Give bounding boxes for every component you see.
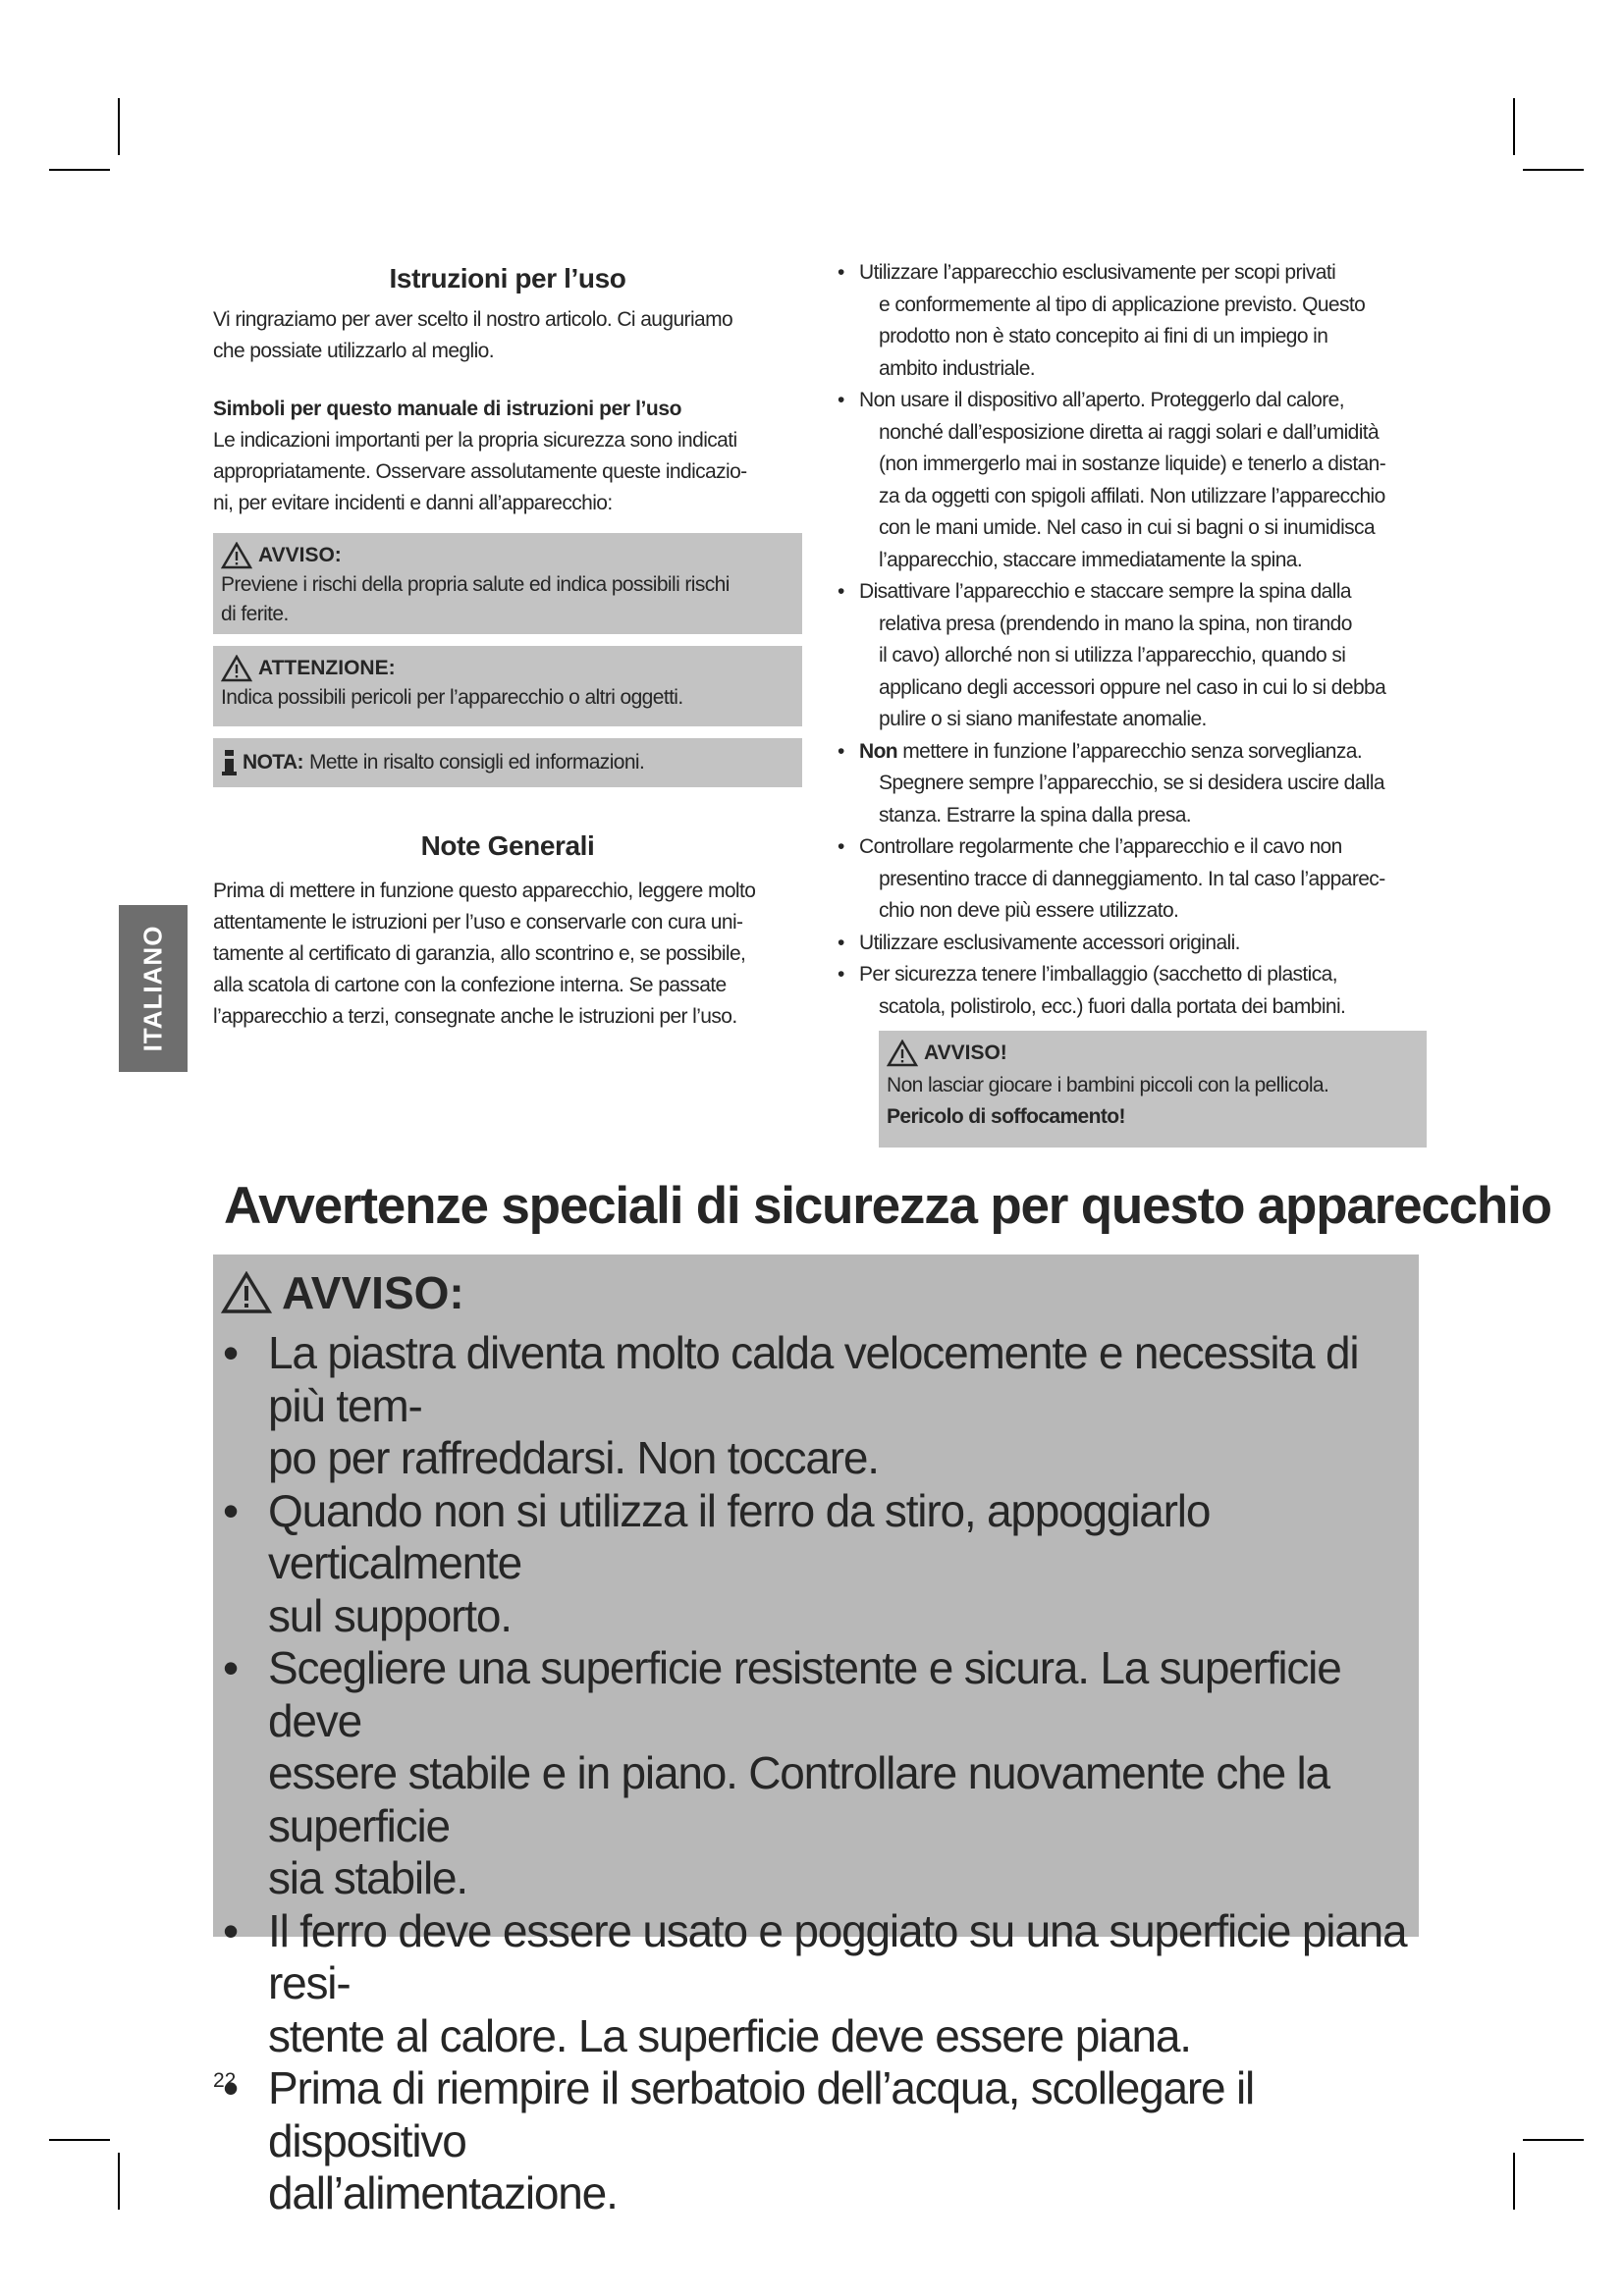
general-notes-text: attentamente le istruzioni per l’uso e conservarle con cura uni- (213, 911, 743, 934)
safety-list (838, 257, 1427, 1023)
caution-text: Indica possibili pericoli per l’apparecchio o altri oggetti. (221, 686, 683, 709)
special-warnings-title: Avvertenze speciali di sicurezza per questo apparecchio (224, 1177, 1551, 1235)
warning-triangle-icon (221, 1271, 272, 1314)
left-column (213, 257, 802, 1033)
warning-box (213, 533, 802, 634)
list-item: • Non mettere in funzione l’apparecchio senza sorveglianza. Spegnere sempre l’apparecchio, se si desidera uscire dalla stanza. Estrarre la spina dalla presa. (838, 736, 1427, 832)
language-side-tab (119, 905, 188, 1072)
warning-triangle-icon (221, 542, 252, 569)
note-text: Mette in risalto consigli ed informazioni. (308, 751, 645, 774)
warning-text: di ferite. (221, 603, 289, 625)
caution-triangle-icon (221, 655, 252, 682)
child-warning-text: Non lasciar giocare i bambini piccoli con la pellicola. (887, 1074, 1329, 1096)
list-item: • Utilizzare esclusivamente accessori originali. (838, 928, 1427, 960)
intro-line: Vi ringraziamo per aver scelto il nostro articolo. Ci auguriamo (213, 308, 733, 331)
special-warning-label: AVVISO: (282, 1267, 464, 1318)
crop-mark (1513, 98, 1515, 155)
symbols-text: appropriatamente. Osservare assolutamente queste indicazio- (213, 460, 747, 483)
warning-text: Previene i rischi della propria salute ed indica possibili rischi (221, 573, 730, 596)
symbols-heading: Simboli per questo manuale di istruzioni per l’uso (213, 398, 682, 420)
general-notes-text: alla scatola di cartone con la confezione interna. Se passate (213, 974, 727, 996)
list-item: • La piastra diventa molto calda velocemente e necessita di più tem- po per raffreddarsi. Non toccare. (223, 1327, 1411, 1485)
general-notes-title: Note Generali (420, 830, 595, 861)
right-column (838, 257, 1427, 1148)
crop-mark (1513, 2153, 1515, 2210)
crop-mark (49, 169, 110, 171)
warning-label: AVVISO: (258, 544, 342, 566)
list-item: • Disattivare l’apparecchio e staccare sempre la spina dalla relativa presa (prendendo in mano la spina, non tirando il cavo) allorché non si utilizza l’apparecchio, quando si applicano degli accessori oppure nel caso in cui lo si debba pulire o si siano manifestate anomalie. (838, 576, 1427, 736)
note-box (213, 738, 802, 787)
crop-mark (1523, 2139, 1584, 2141)
page-number: 22 (213, 2069, 237, 2092)
child-warning-box (879, 1031, 1427, 1148)
child-warning-label: AVVISO! (924, 1041, 1007, 1064)
warning-triangle-icon (887, 1040, 918, 1067)
list-item: • Il ferro deve essere usato e poggiato su una superficie piana resi- stente al calore. La superficie deve essere piana. (223, 1905, 1411, 2063)
crop-mark (118, 2153, 120, 2210)
info-icon (221, 749, 239, 776)
general-notes-text: tamente al certificato di garanzia, allo scontrino e, se possibile, (213, 942, 746, 965)
crop-mark (118, 98, 120, 155)
list-item: • Controllare regolarmente che l’apparecchio e il cavo non presentino tracce di danneggiamento. In tal caso l’apparec- chio non deve più essere utilizzato. (838, 831, 1427, 928)
symbols-text: ni, per evitare incidenti e danni all’apparecchio: (213, 492, 613, 514)
child-warning-text-bold: Pericolo di soffocamento! (887, 1105, 1125, 1128)
list-item: • Per sicurezza tenere l’imballaggio (sacchetto di plastica, scatola, polistirolo, ecc.) fuori dalla portata dei bambini. (838, 959, 1427, 1023)
list-item: • Prima di riempire il serbatoio dell’acqua, scollegare il dispositivo dall’alimentazione. (223, 2062, 1411, 2220)
list-item: • Scegliere una superficie resistente e sicura. La superficie deve essere stabile e in piano. Controllare nuovamente che la superficie sia stabile. (223, 1642, 1411, 1905)
crop-mark (1523, 169, 1584, 171)
note-label: NOTA: (243, 751, 303, 774)
list-item: • Quando non si utilizza il ferro da stiro, appoggiarlo verticalmente sul supporto. (223, 1485, 1411, 1643)
list-item: • Utilizzare l’apparecchio esclusivamente per scopi privati e conformemente al tipo di applicazione previsto. Questo prodotto non è stato concepito ai fini di un impiego in ambito industriale. (838, 257, 1427, 385)
crop-mark (49, 2139, 110, 2141)
caution-box (213, 646, 802, 726)
instructions-title: Istruzioni per l’uso (389, 263, 626, 294)
list-item: • Non usare il dispositivo all’aperto. Proteggerlo dal calore, nonché dall’esposizione diretta ai raggi solari e dall’umidità (non immergerlo mai in sostanze liquide) e tenerlo a distan- za da oggetti con spigoli affilati. Non utilizzare l’apparecchio con le mani umide. Nel caso in cui si bagni o si inumidisca l’apparecchio, staccare immediatamente la spina. (838, 385, 1427, 576)
intro-line: che possiate utilizzarlo al meglio. (213, 340, 494, 362)
general-notes-text: Prima di mettere in funzione questo apparecchio, leggere molto (213, 880, 756, 902)
caution-label: ATTENZIONE: (258, 657, 396, 679)
symbols-text: Le indicazioni importanti per la propria sicurezza sono indicati (213, 429, 737, 452)
general-notes-text: l’apparecchio a terzi, consegnate anche le istruzioni per l’uso. (213, 1005, 737, 1028)
special-warning-list (223, 1327, 1411, 2220)
language-label: ITALIANO (137, 925, 168, 1052)
